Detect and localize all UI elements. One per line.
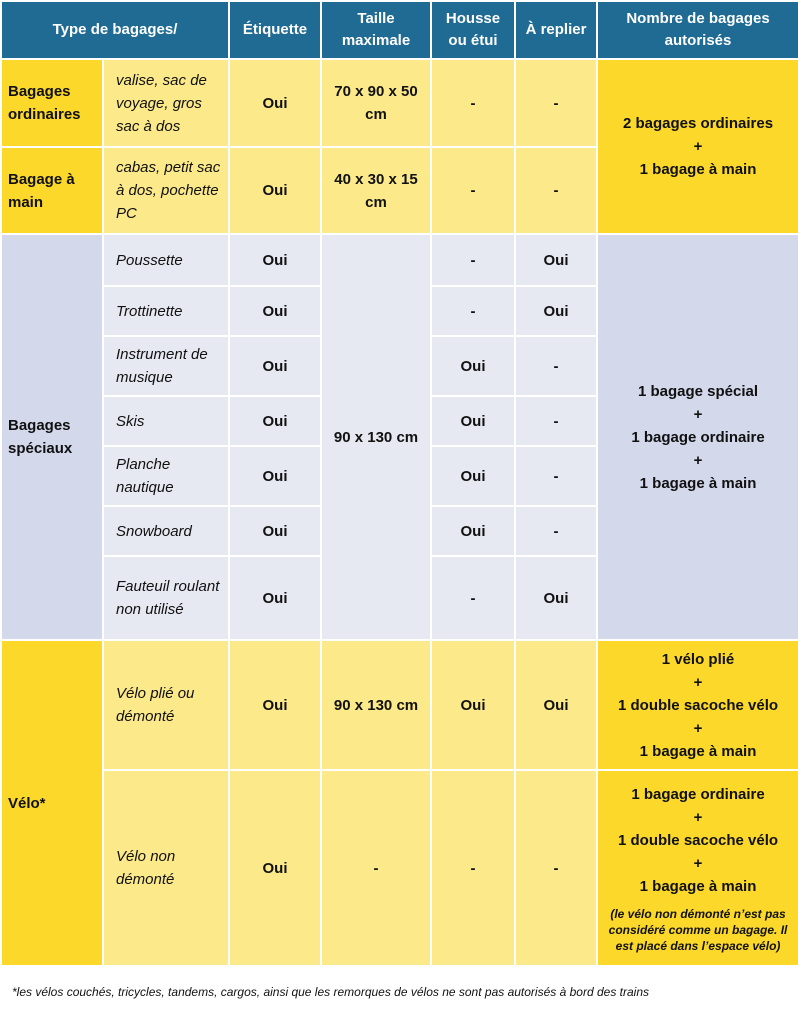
velo-plie-taille: 90 x 130 cm — [321, 640, 431, 770]
special-name: Planche nautique — [103, 446, 229, 506]
footnote: *les vélos couchés, tricycles, tandems, cargos, ainsi que les remorques de vélos ne sont pas autorisés à bord des trains — [12, 985, 649, 999]
row-velo-non — [1, 770, 798, 966]
allowance-line: 1 double sacoche vélo — [617, 831, 779, 849]
allowance-line: 1 bagage à main — [639, 742, 757, 760]
allowance-ordinaires-main — [597, 59, 798, 234]
allowance-line: + — [693, 451, 703, 469]
housse-main: - — [431, 147, 515, 234]
allowance-line: + — [693, 808, 703, 826]
header-taille: Taille maximale — [321, 1, 431, 59]
allowance-velo-plie — [597, 640, 798, 770]
header-type: Type de bagages/ — [1, 1, 229, 59]
special-replier: - — [515, 396, 597, 446]
examples-main: cabas, petit sac à dos, pochette PC — [103, 147, 229, 234]
special-housse: Oui — [431, 446, 515, 506]
special-name: Skis — [103, 396, 229, 446]
velo-plie-housse: Oui — [431, 640, 515, 770]
header-nombre: Nombre de bagages autorisés — [597, 1, 798, 59]
special-name: Instrument de musique — [103, 336, 229, 396]
special-etiquette: Oui — [229, 446, 321, 506]
velo-plie-etiquette: Oui — [229, 640, 321, 770]
header-housse: Housse ou étui — [431, 1, 515, 59]
allowance-line: 1 bagage à main — [639, 161, 757, 178]
special-etiquette: Oui — [229, 556, 321, 640]
allowance-line: + — [693, 673, 703, 691]
special-etiquette: Oui — [229, 234, 321, 286]
replier-main: - — [515, 147, 597, 234]
velo-non-note: (le vélo non démonté n’est pas considéré comme un bagage. Il est placé dans l’espace vélo) — [608, 906, 788, 953]
special-replier: - — [515, 336, 597, 396]
row-special — [1, 234, 798, 286]
special-name: Fauteuil roulant non utilisé — [103, 556, 229, 640]
allowance-line: 1 bagage spécial — [637, 382, 759, 400]
special-housse: Oui — [431, 506, 515, 556]
special-etiquette: Oui — [229, 286, 321, 336]
velo-non-etiquette: Oui — [229, 770, 321, 966]
velo-plie-replier: Oui — [515, 640, 597, 770]
special-replier: - — [515, 446, 597, 506]
allowance-velo-non — [597, 770, 798, 966]
velo-plie-name: Vélo plié ou démonté — [103, 640, 229, 770]
taille-ordinaires: 70 x 90 x 50 cm — [321, 59, 431, 147]
allowance-line: 1 double sacoche vélo — [617, 696, 779, 714]
special-etiquette: Oui — [229, 336, 321, 396]
header-row — [1, 1, 798, 59]
row-ordinaires — [1, 59, 798, 147]
special-housse: - — [431, 556, 515, 640]
category-speciaux: Bagages spéciaux — [1, 234, 103, 640]
allowance-line: 1 bagage à main — [639, 474, 757, 492]
special-etiquette: Oui — [229, 396, 321, 446]
taille-speciaux: 90 x 130 cm — [321, 234, 431, 640]
special-name: Trottinette — [103, 286, 229, 336]
allowance-line: + — [693, 405, 703, 423]
allowance-line: 2 bagages ordinaires — [622, 115, 774, 132]
category-main: Bagage à main — [1, 147, 103, 234]
special-etiquette: Oui — [229, 506, 321, 556]
category-velo: Vélo* — [1, 640, 103, 966]
etiquette-ordinaires: Oui — [229, 59, 321, 147]
examples-ordinaires: valise, sac de voyage, gros sac à dos — [103, 59, 229, 147]
allowance-line: + — [693, 138, 703, 155]
allowance-line: 1 bagage à main — [639, 877, 757, 895]
special-replier: Oui — [515, 286, 597, 336]
special-housse: Oui — [431, 336, 515, 396]
row-velo-plie — [1, 640, 798, 770]
header-replier: À replier — [515, 1, 597, 59]
velo-non-taille: - — [321, 770, 431, 966]
header-etiquette: Étiquette — [229, 1, 321, 59]
allowance-line: + — [693, 854, 703, 872]
special-name: Snowboard — [103, 506, 229, 556]
special-name: Poussette — [103, 234, 229, 286]
allowance-line: + — [693, 719, 703, 737]
velo-non-name: Vélo non démonté — [103, 770, 229, 966]
allowance-line: 1 vélo plié — [661, 650, 735, 668]
taille-main: 40 x 30 x 15 cm — [321, 147, 431, 234]
velo-non-housse: - — [431, 770, 515, 966]
housse-ordinaires: - — [431, 59, 515, 147]
allowance-line: 1 bagage ordinaire — [631, 428, 765, 446]
etiquette-main: Oui — [229, 147, 321, 234]
allowance-speciaux — [597, 234, 798, 640]
allowance-line: 1 bagage ordinaire — [631, 785, 765, 803]
special-replier: - — [515, 506, 597, 556]
special-housse: Oui — [431, 396, 515, 446]
replier-ordinaires: - — [515, 59, 597, 147]
special-replier: Oui — [515, 556, 597, 640]
special-replier: Oui — [515, 234, 597, 286]
category-ordinaires: Bagages ordinaires — [1, 59, 103, 147]
special-housse: - — [431, 286, 515, 336]
special-housse: - — [431, 234, 515, 286]
velo-non-replier: - — [515, 770, 597, 966]
